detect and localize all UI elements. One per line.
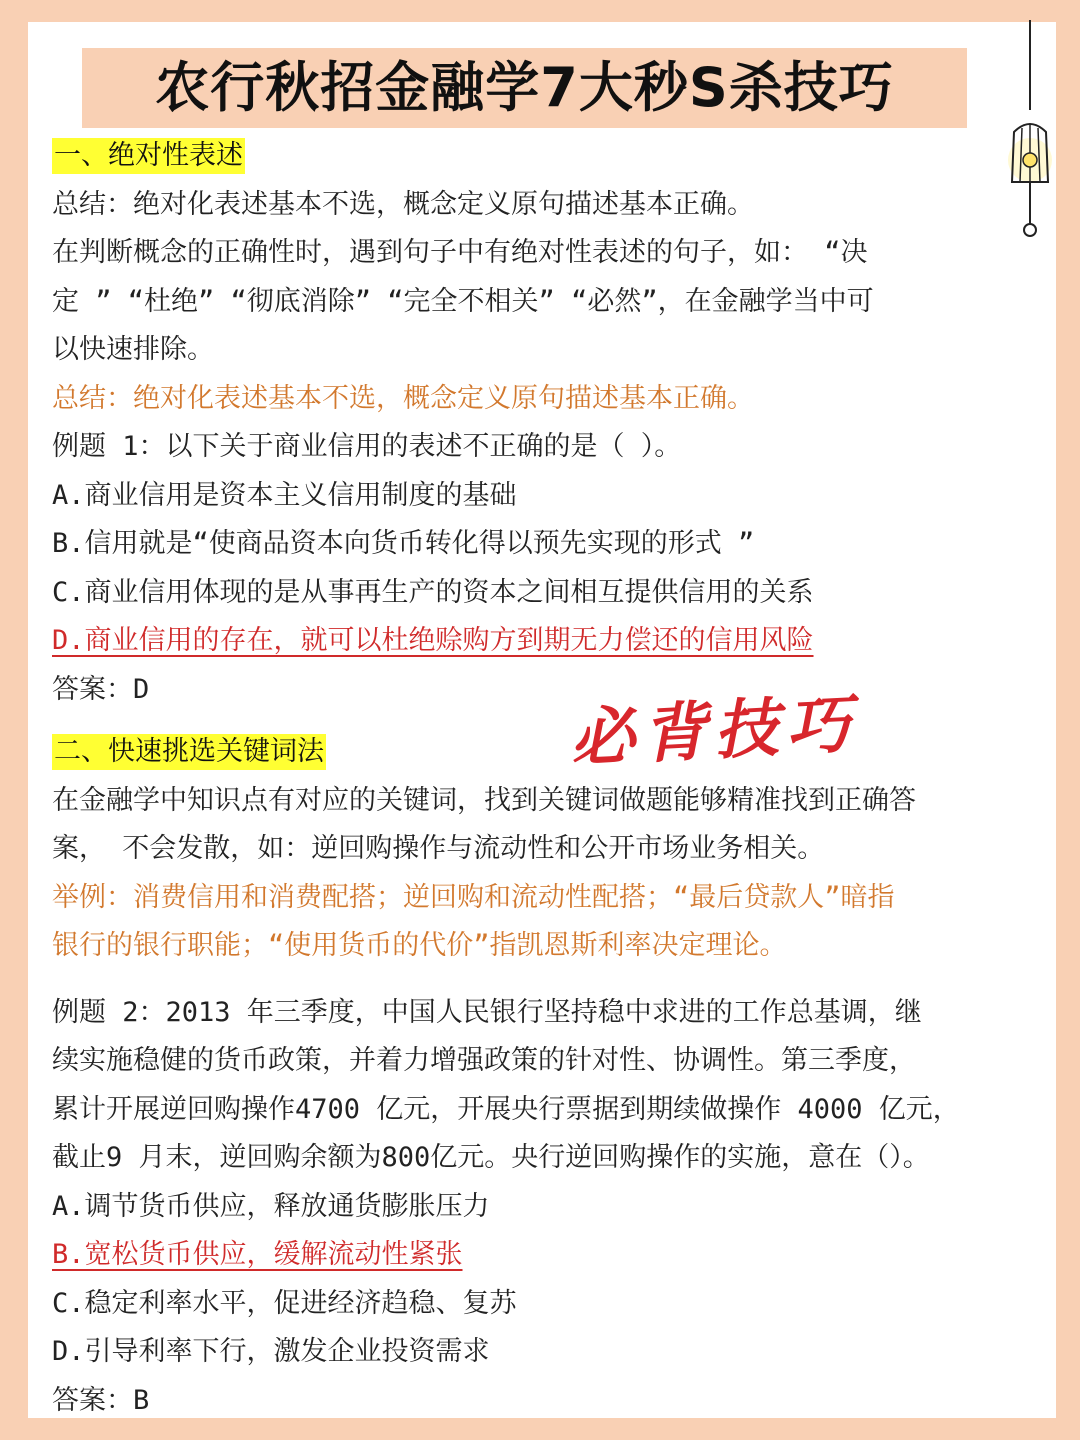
section1-option-b: B.信用就是“使商品资本向货币转化得以预先实现的形式 ” [52, 528, 755, 559]
must-memorize-stamp: 必背技巧 [568, 686, 861, 777]
section1-option-a: A.商业信用是资本主义信用制度的基础 [52, 479, 517, 511]
section1-answer: 答案：D [52, 673, 150, 705]
section2-heading: 二、快速挑选关键词法 [52, 734, 326, 770]
section2-question-line2: 续实施稳健的货币政策，并着力增强政策的针对性、协调性。第三季度， [52, 1045, 916, 1076]
section2-para-line2: 案， 不会发散，如：逆回购操作与流动性和公开市场业务相关。 [52, 833, 825, 864]
section2-example-line1: 举例：消费信用和消费配搭；逆回购和流动性配搭；“最后贷款人”暗指 [52, 881, 895, 913]
page-title: 农行秋招金融学7大秒S杀技巧 [155, 56, 894, 119]
section1-option-d-correct: D.商业信用的存在，就可以杜绝赊购方到期无力偿还的信用风险 [52, 625, 814, 656]
article-body [52, 132, 1044, 1425]
section1-summary-highlight: 总结：绝对化表述基本不选，概念定义原句描述基本正确。 [52, 382, 754, 414]
section2-example-line2: 银行的银行职能；“使用货币的代价”指凯恩斯利率决定理论。 [52, 930, 787, 961]
section2-option-a: A.调节货币供应，释放通货膨胀压力 [52, 1190, 490, 1222]
section2-question-line1: 例题 2：2013 年三季度，中国人民银行坚持稳中求进的工作总基调，继 [52, 996, 922, 1028]
section1-heading-row [52, 132, 1044, 181]
spacer [52, 714, 1044, 728]
section1-para-line2: 定 ” “杜绝” “彻底消除” “完全不相关” “必然”，在金融学当中可 [52, 285, 874, 317]
section1-option-c: C.商业信用体现的是从事再生产的资本之间相互提供信用的关系 [52, 576, 814, 608]
section2-option-d: D.引导利率下行，激发企业投资需求 [52, 1336, 490, 1367]
section1-para-line3: 以快速排除。 [52, 334, 214, 365]
section2-heading-row [52, 728, 1044, 777]
section1-heading: 一、绝对性表述 [52, 138, 245, 174]
spacer [52, 971, 1044, 989]
section2-question-line3: 累计开展逆回购操作4700 亿元，开展央行票据到期续做操作 4000 亿元， [52, 1093, 960, 1125]
section1-example-question: 例题 1：以下关于商业信用的表述不正确的是（ ）。 [52, 431, 682, 462]
section1-summary: 总结：绝对化表述基本不选，概念定义原句描述基本正确。 [52, 188, 754, 220]
section2-option-c: C.稳定利率水平，促进经济趋稳、复苏 [52, 1287, 517, 1319]
section2-option-b-correct: B.宽松货币供应，缓解流动性紧张 [52, 1239, 463, 1270]
section2-answer: 答案：B [52, 1384, 150, 1416]
section1-para-line1: 在判断概念的正确性时，遇到句子中有绝对性表述的句子，如： “决 [52, 237, 868, 268]
section2-para-line1: 在金融学中知识点有对应的关键词，找到关键词做题能够精准找到正确答 [52, 784, 916, 816]
section2-question-line4: 截止9 月末，逆回购余额为800亿元。央行逆回购操作的实施，意在（）。 [52, 1142, 930, 1173]
